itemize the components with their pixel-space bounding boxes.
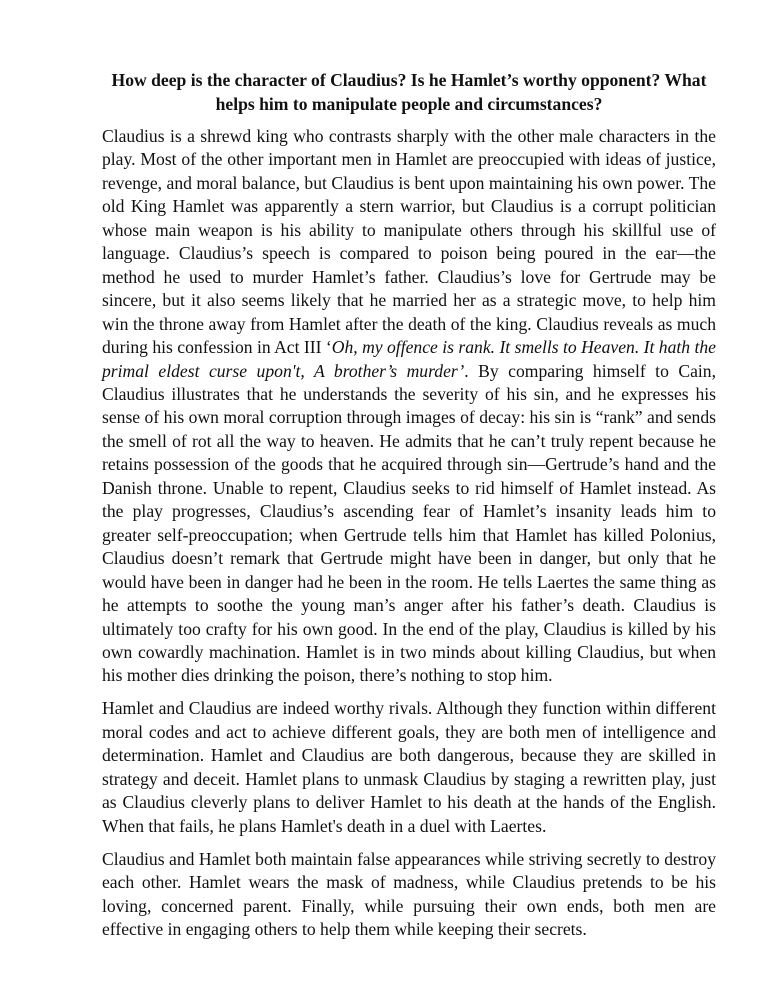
- paragraph-false-appearances: Claudius and Hamlet both maintain false appearances while striving secretly to destroy each other. Hamlet wears the mask of madness, while Claudius pretends to be his loving, concerned parent. Finally, while pursuing their own ends, both men are effective in engaging others to help them while keeping their secrets.: [102, 848, 716, 939]
- paragraph-text-before-quote: Claudius is a shrewd king who contrasts sharply with the other male characters in the play. Most of the other important men in Hamlet are preoccupied with ideas of justice, revenge, and moral balance, but Claudius is bent upon maintaining his own power. The old King Hamlet was apparently a stern warrior, but Claudius is a corrupt politician whose main weapon is his ability to manipulate others through his skillful use of language. Claudius’s speech is compared to poison being poured in the ear—the method he used to murder Hamlet’s father. Claudius’s love for Gertrude may be sincere, but it also seems likely that he married her as a strategic move, to help him win the throne away from Hamlet after the death of the king. Claudius reveals as much during his confession in Act III ‘: [102, 126, 716, 358]
- paragraph-worthy-rivals: Hamlet and Claudius are indeed worthy rivals. Although they function within different moral codes and act to achieve different goals, they are both men of intelligence and determination. Hamlet and Claudius are both dangerous, because they are skilled in strategy and deceit. Hamlet plans to unmask Claudius by staging a rewritten play, just as Claudius cleverly plans to deliver Hamlet to his death at the hands of the English. When that fails, he plans Hamlet's death in a duel with Laertes.: [102, 698, 716, 836]
- document-page: [102, 68, 716, 951]
- hamlet-quotation: Oh, my offence is rank. It smells to Heaven. It hath the primal eldest curse upon't, A brother’s murder’: [102, 337, 716, 381]
- paragraph-text-after-quote: . By comparing himself to Cain, Claudius illustrates that he understands the severity of his sin, and he expresses his sense of his own moral corruption through images of decay: his sin is “rank” and sends the smell of rot all the way to heaven. He admits that he can’t truly repent because he retains possession of the goods that he acquired through sin—Gertrude’s hand and the Danish throne. Unable to repent, Claudius seeks to rid himself of Hamlet instead. As the play progresses, Claudius’s ascending fear of Hamlet’s insanity leads him to greater self-preoccupation; when Gertrude tells him that Hamlet has killed Polonius, Claudius doesn’t remark that Gertrude might have been in danger, but only that he would have been in danger had he been in the room. He tells Laertes the same thing as he attempts to soothe the young man’s anger after his father’s death. Claudius is ultimately too crafty for his own good. In the end of the play, Claudius is killed by his own cowardly machination. Hamlet is in two minds about killing Claudius, but when his mother dies drinking the poison, there’s nothing to stop him.: [102, 360, 716, 686]
- paragraph-claudius-character: [102, 125, 716, 688]
- essay-question-heading: How deep is the character of Claudius? Is he Hamlet’s worthy opponent? What helps him to manipulate people and circumstances?: [111, 70, 707, 114]
